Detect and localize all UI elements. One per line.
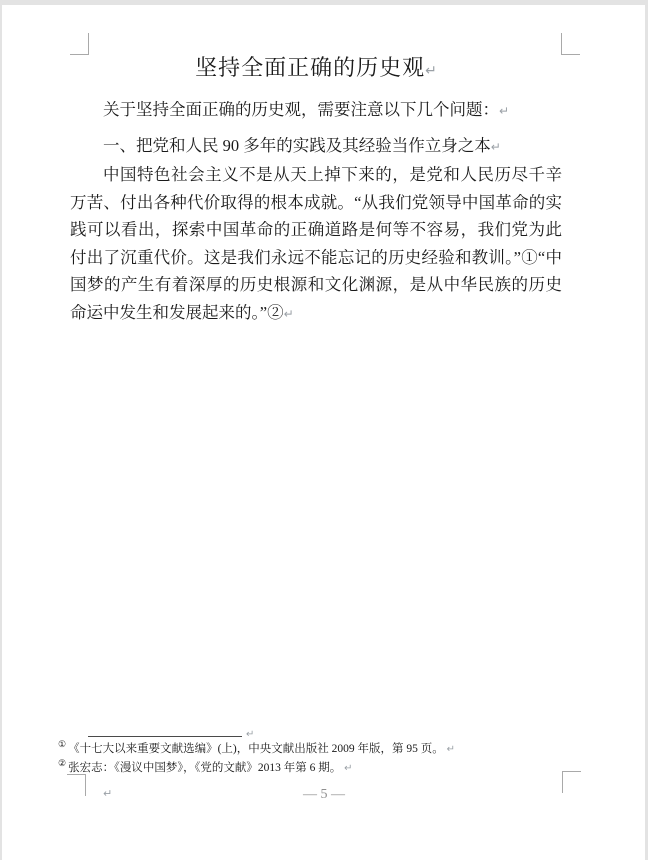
footnote-1-marker: ① (58, 739, 67, 749)
paragraph-heading-one[interactable] (70, 132, 562, 162)
footnote-separator-row (58, 729, 562, 738)
footnote-1-text: 《十七大以来重要文献选编》(上)，中央文献出版社 2009 年版，第 95 页。 (68, 742, 444, 755)
paragraph-mark-icon: ↵ (246, 729, 255, 740)
paragraph-body[interactable] (70, 161, 562, 328)
footnote-section (58, 729, 562, 776)
footnote-2-marker: ② (58, 757, 67, 768)
document-title[interactable] (70, 52, 562, 87)
page-number: — 5 — (303, 787, 345, 802)
paragraph-heading-one-text: 一、把党和人民 90 多年的实践及其经验当作立身之本 (103, 135, 491, 155)
footnote-1[interactable] (58, 740, 562, 757)
text-body (70, 52, 562, 328)
footnote-2-text: 张宏志：《漫议中国梦》，《党的文献》2013 年第 6 期。 (68, 761, 342, 774)
page-footer (0, 786, 648, 804)
crop-mark-top-right-icon (561, 33, 580, 55)
paragraph-mark-icon: ↵ (490, 139, 501, 154)
document-title-text: 坚持全面正确的历史观 (195, 55, 426, 80)
paragraph-intro-text: 关于坚持全面正确的历史观，需要注意以下几个问题： (103, 100, 499, 119)
footer-paragraph-mark-icon: ↵ (103, 787, 113, 800)
footnote-separator-line (88, 736, 242, 737)
paragraph-mark-icon: ↵ (283, 306, 294, 321)
paragraph-intro[interactable] (70, 96, 562, 126)
paragraph-mark-icon: ↵ (499, 104, 510, 118)
paragraph-mark-icon: ↵ (344, 762, 353, 774)
paragraph-mark-icon: ↵ (425, 63, 437, 79)
footnote-2[interactable] (58, 759, 562, 776)
paragraph-mark-icon: ↵ (446, 743, 455, 755)
paragraph-body-text: 中国特色社会主义不是从天上掉下来的，是党和人民历尽千辛万苦、付出各种代价取得的根本成就。“从我们党领导中国革命的实践可以看出，探索中国革命的正确道路是何等不容易，我们党为此付出了沉重代价。这是我们永远不能忘记的历史经验和教训。”①“中国梦的产生有着深厚的历史根源和文化渊源，是从中华民族的历史命运中发生和发展起来的。”② (70, 165, 562, 322)
